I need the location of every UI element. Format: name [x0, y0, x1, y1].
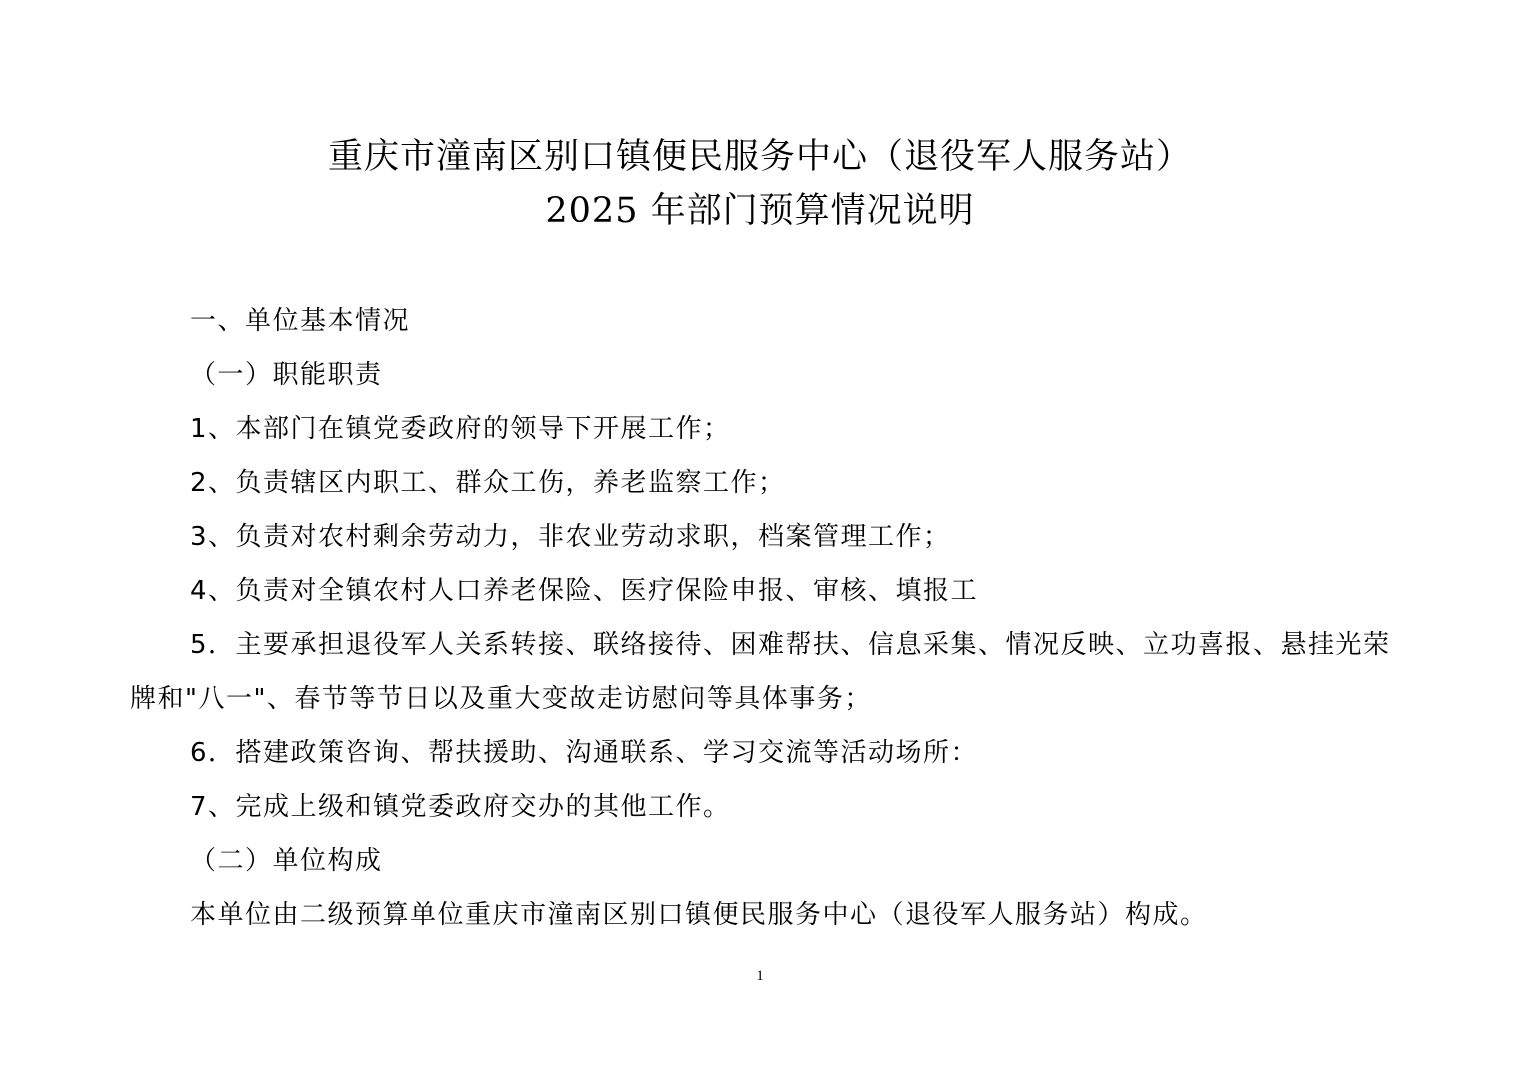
duty-item-1: 1、本部门在镇党委政府的领导下开展工作；: [190, 414, 731, 444]
subsection-heading-duties: （一）职能职责: [190, 360, 383, 390]
duty-item-3: 3、负责对农村剩余劳动力，非农业劳动求职，档案管理工作；: [190, 522, 951, 552]
duty-item-5: 5．主要承担退役军人关系转接、联络接待、困难帮扶、信息采集、情况反映、立功喜报、悬挂光荣牌和"八一"、春节等节日以及重大变故走访慰问等具体事务；: [130, 630, 1391, 714]
duty-item-2: 2、负责辖区内职工、群众工伤，养老监察工作；: [190, 468, 786, 498]
document-title-line2: 2025 年部门预算情况说明: [545, 191, 975, 231]
section-heading-basic-info: 一、单位基本情况: [190, 306, 411, 336]
duty-item-7: 7、完成上级和镇党委政府交办的其他工作。: [190, 792, 731, 822]
subsection-heading-composition: （二）单位构成: [190, 846, 383, 876]
duty-item-6: 6．搭建政策咨询、帮扶援助、沟通联系、学习交流等活动场所：: [190, 738, 979, 768]
composition-paragraph: 本单位由二级预算单位重庆市潼南区别口镇便民服务中心（退役军人服务站）构成。: [190, 900, 1208, 930]
document-title-line1: 重庆市潼南区别口镇便民服务中心（退役军人服务站）: [327, 137, 1192, 177]
duty-item-4: 4、负责对全镇农村人口养老保险、医疗保险申报、审核、填报工: [190, 576, 979, 606]
page-number: 1: [756, 968, 764, 984]
